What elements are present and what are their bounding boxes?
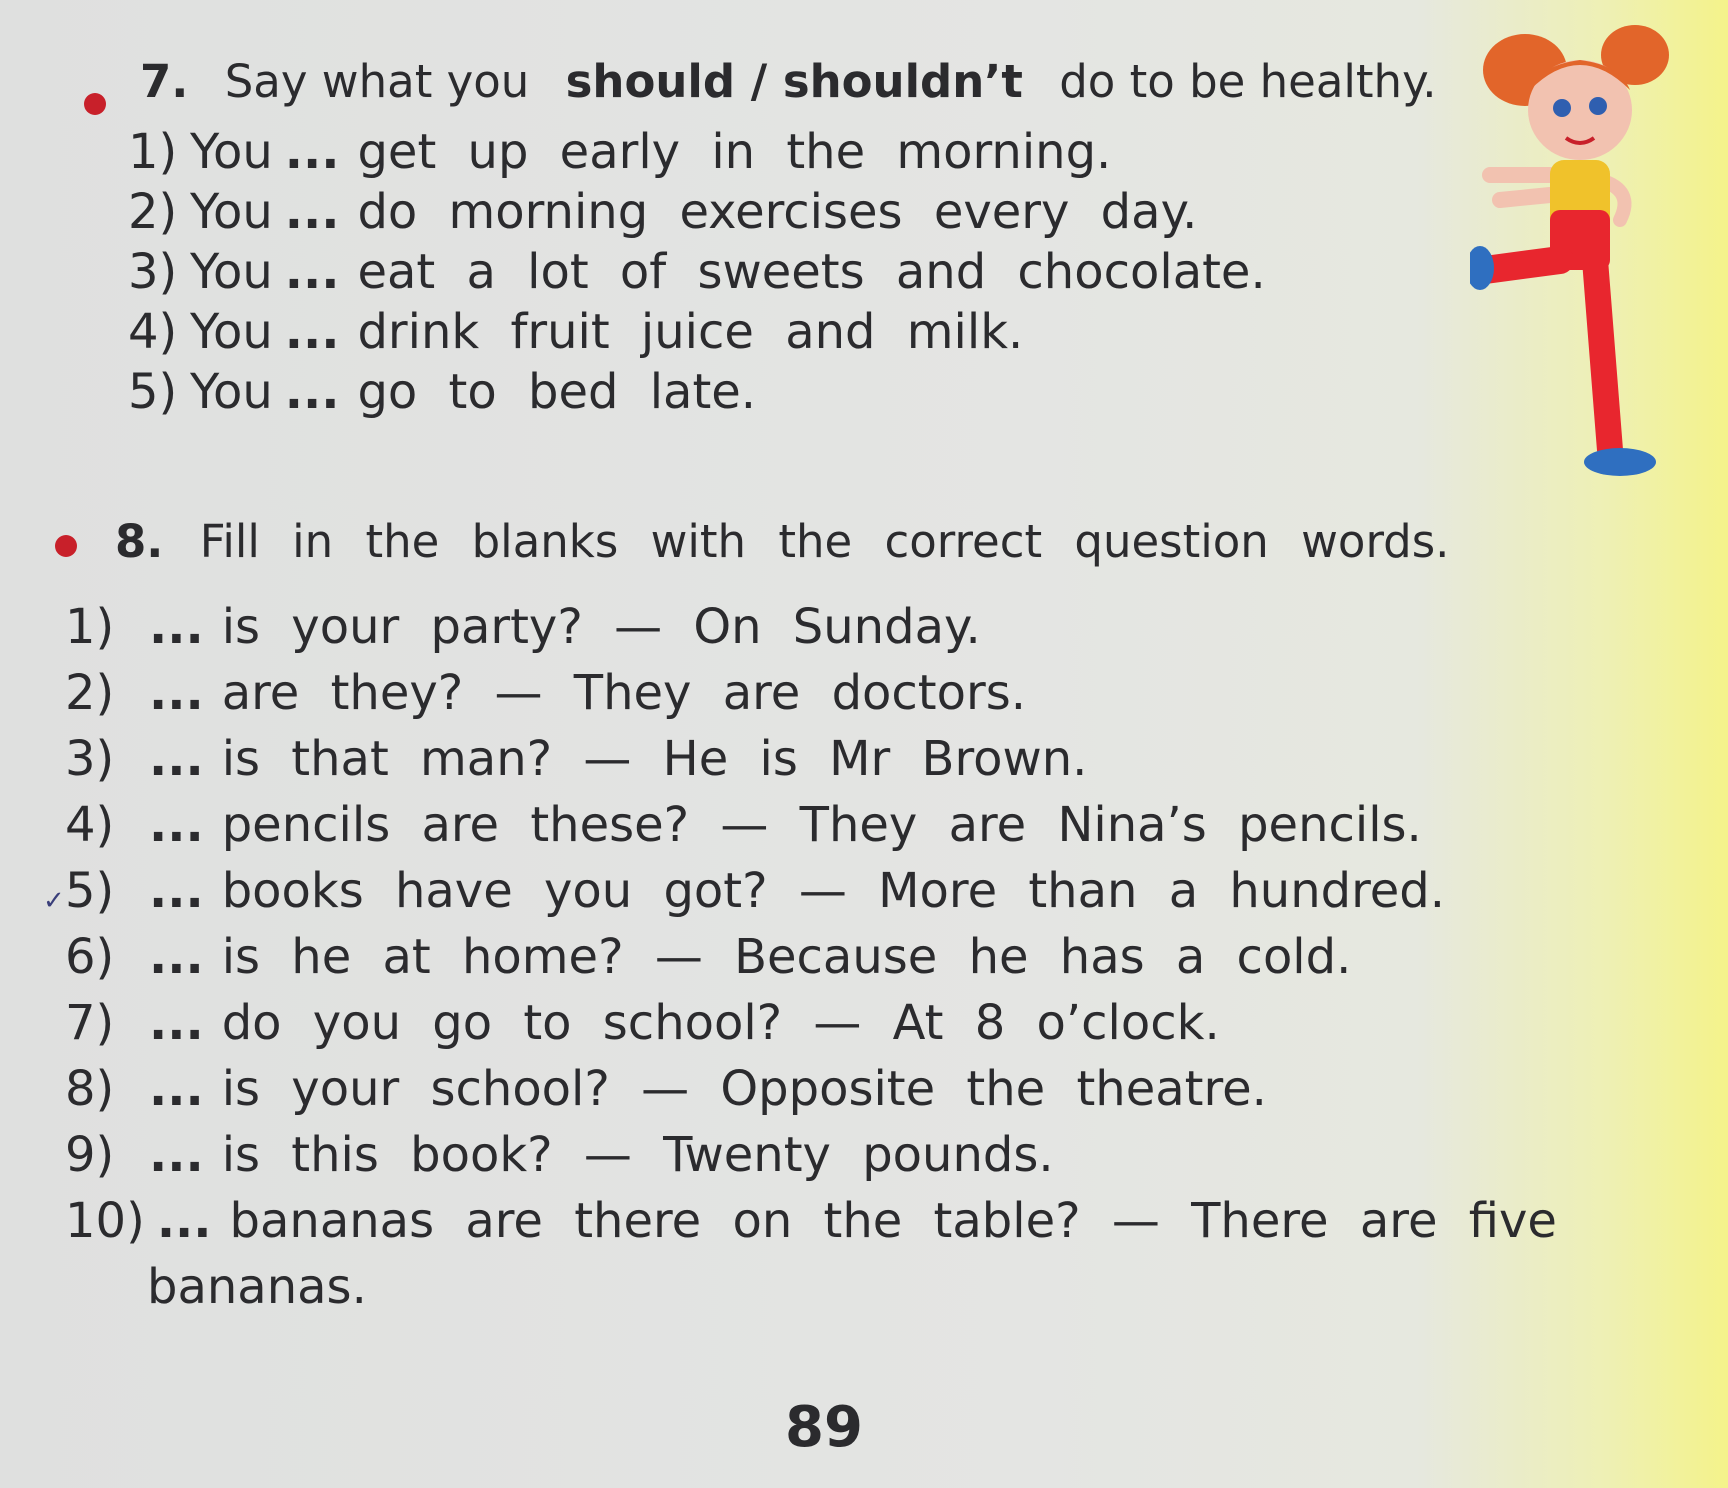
page-number: 89 [785, 1395, 863, 1460]
exercise-8-list [43, 594, 1557, 1320]
list-item [43, 858, 1557, 924]
item-subject: You [190, 124, 273, 180]
heading-text: Say what you [224, 55, 530, 108]
list-item [128, 122, 1437, 182]
item-subject: You [190, 364, 273, 420]
bullet-icon [55, 535, 77, 557]
item-text: is he at home? — Because he has a cold. [221, 929, 1352, 985]
exercise-8 [43, 515, 1557, 1320]
item-text: is your school? — Opposite the theatre. [221, 1061, 1267, 1117]
exercise-7 [80, 55, 1437, 422]
list-item [65, 924, 1557, 990]
blank: ... [149, 863, 204, 919]
item-text: is that man? — He is Mr Brown. [221, 731, 1088, 787]
blank: ... [156, 1193, 212, 1249]
item-subject: You [190, 244, 273, 300]
item-text: is your party? — On Sunday. [221, 599, 981, 655]
item-number: 4) [65, 797, 115, 853]
blank: ... [149, 665, 204, 721]
girl-exercising-illustration [1470, 10, 1710, 480]
item-number: 9) [65, 1127, 115, 1183]
list-item [128, 302, 1437, 362]
item-number: 5) [65, 863, 115, 919]
item-subject: You [190, 184, 273, 240]
item-number: 2) [128, 184, 178, 240]
blank: ... [284, 244, 340, 300]
item-text: is this book? — Twenty pounds. [221, 1127, 1054, 1183]
item-text: do morning exercises every day. [357, 184, 1198, 240]
list-item [65, 990, 1557, 1056]
item-number: 7) [65, 995, 115, 1051]
exercise-7-number: 7. [140, 55, 189, 108]
item-text: bananas are there on the table? — There are five [229, 1193, 1557, 1249]
item-text: eat a lot of sweets and chocolate. [357, 244, 1266, 300]
item-subject: You [190, 304, 273, 360]
heading-text: do to be healthy. [1059, 55, 1437, 108]
item-number: 10) [65, 1193, 145, 1249]
item-text: are they? — They are doctors. [221, 665, 1026, 721]
list-item [65, 660, 1557, 726]
item-number: 5) [128, 364, 178, 420]
item-text: books have you got? — More than a hundred. [221, 863, 1446, 919]
item-number: 3) [65, 731, 115, 787]
item-number: 4) [128, 304, 178, 360]
list-item [65, 1188, 1557, 1254]
list-item [128, 362, 1437, 422]
item-number: 1) [65, 599, 115, 655]
item-text: get up early in the morning. [357, 124, 1112, 180]
blank: ... [149, 995, 204, 1051]
pencil-check-icon: ✓ [43, 886, 65, 916]
list-item [65, 726, 1557, 792]
list-item [65, 792, 1557, 858]
exercise-8-heading [55, 515, 1557, 568]
item-text: go to bed late. [357, 364, 757, 420]
bullet-icon [84, 93, 106, 115]
blank: ... [284, 304, 340, 360]
blank: ... [149, 929, 204, 985]
list-item [65, 1122, 1557, 1188]
blank: ... [284, 184, 340, 240]
list-item [65, 1056, 1557, 1122]
blank: ... [149, 599, 204, 655]
item-number: 1) [128, 124, 178, 180]
blank: ... [149, 1061, 204, 1117]
item-text: do you go to school? — At 8 o’clock. [221, 995, 1220, 1051]
heading-bold-text: should / shouldn’t [565, 55, 1023, 108]
heading-text: Fill in the blanks with the correct question words. [199, 515, 1450, 568]
item-number: 2) [65, 665, 115, 721]
list-item [128, 182, 1437, 242]
list-item [128, 242, 1437, 302]
blank: ... [284, 124, 340, 180]
item-number: 3) [128, 244, 178, 300]
list-item [65, 594, 1557, 660]
item-number: 8) [65, 1061, 115, 1117]
item-text: drink fruit juice and milk. [357, 304, 1024, 360]
blank: ... [284, 364, 340, 420]
blank: ... [149, 1127, 204, 1183]
item-text: pencils are these? — They are Nina’s pencils. [221, 797, 1422, 853]
blank: ... [149, 731, 204, 787]
exercise-8-number: 8. [115, 515, 164, 568]
item-number: 6) [65, 929, 115, 985]
list-item-continuation: bananas. [147, 1259, 367, 1315]
exercise-7-heading [80, 55, 1437, 108]
blank: ... [149, 797, 204, 853]
exercise-7-list [128, 122, 1437, 422]
